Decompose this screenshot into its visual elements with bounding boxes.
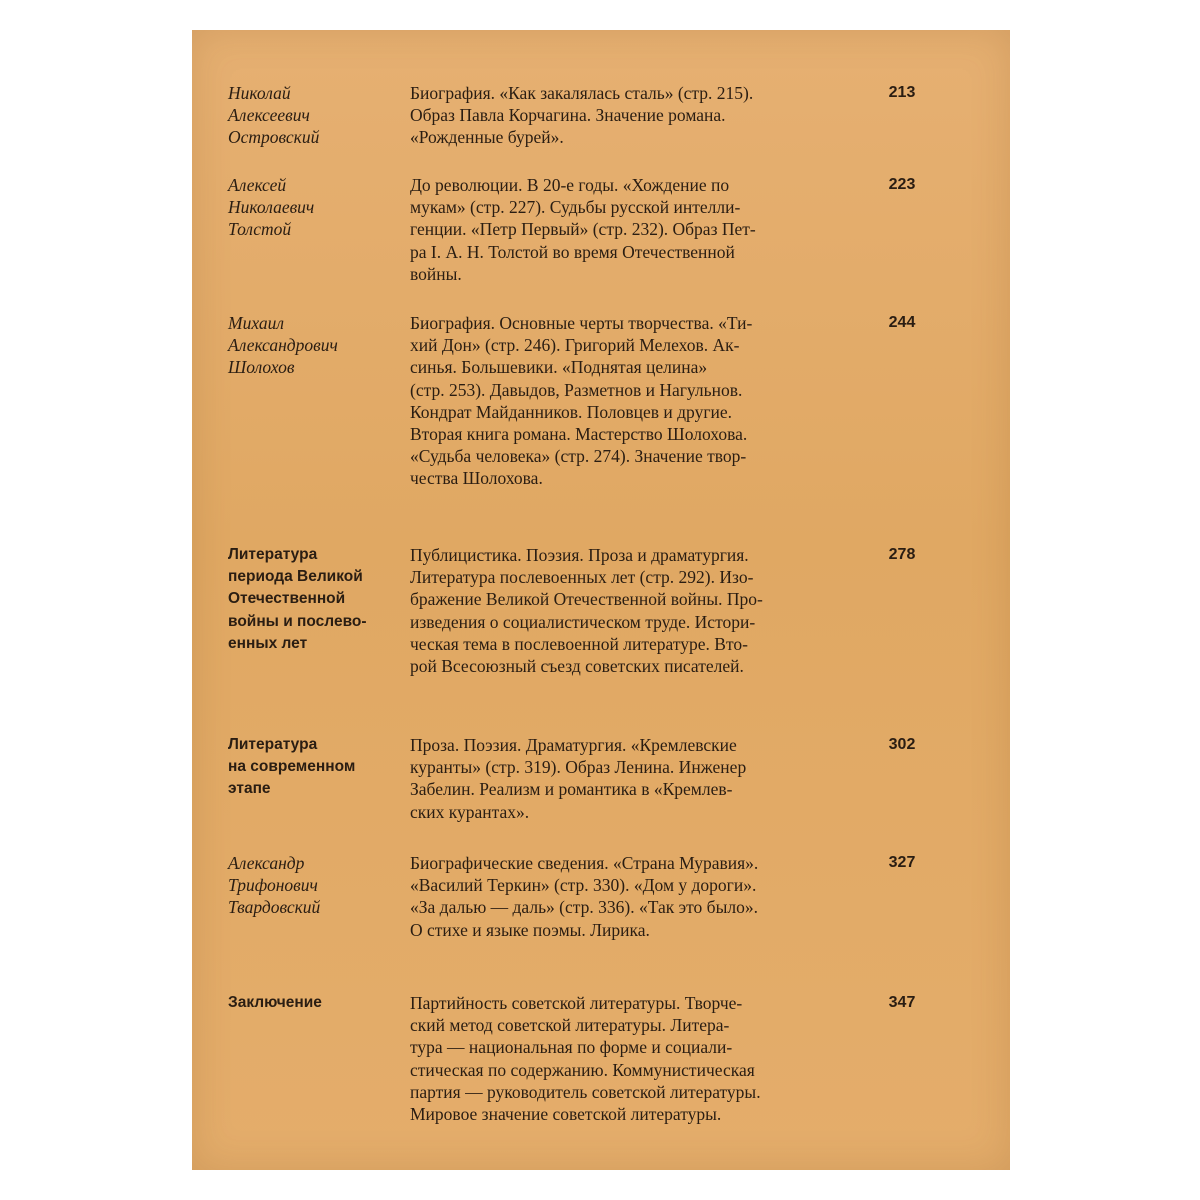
- entry-description: Биография. Основные черты творчества. «Ти- хий Дон» (стр. 246). Григорий Мелехов. Ак- синья. Большевики. «Поднятая целина» (стр. 253). Давыдов, Разметнов и Нагульнов. Кондрат Майданников. Половцев и другие. Вторая книга романа. Мастерство Шолохова. «Судьба человека» (стр. 274). Значение твор- чества Шолохова.: [410, 313, 753, 489]
- entry-description: Публицистика. Поэзия. Проза и драматургия. Литература послевоенных лет (стр. 292). Изо- бражение Великой Отечественной войны. Про- изведения о социалистическом труде. Истори- ческая тема в послевоенной литературе. Вто- рой Всесоюзный съезд советских писателей.: [410, 545, 763, 677]
- section-heading: Заключение: [228, 994, 322, 1011]
- section-heading: Литература на современном этапе: [228, 736, 356, 798]
- author-name: Михаил Александрович Шолохов: [228, 313, 338, 378]
- section-heading: Литература периода Великой Отечественной войны и послево- енных лет: [228, 546, 367, 652]
- author-name: Николай Алексеевич Островский: [228, 83, 320, 148]
- page-number: 223: [888, 176, 916, 193]
- page-number: 327: [888, 854, 916, 871]
- entry-description: Партийность советской литературы. Творче- ский метод советской литературы. Литера- тура — национальная по форме и социали- стическая по содержанию. Коммунистическая партия — руководитель советской литературы. Мировое значение советской литературы.: [410, 993, 761, 1125]
- page-number: 244: [888, 314, 916, 331]
- page-number: 302: [888, 736, 916, 753]
- author-name: Алексей Николаевич Толстой: [228, 175, 315, 240]
- entry-description: Проза. Поэзия. Драматургия. «Кремлевские куранты» (стр. 319). Образ Ленина. Инженер Забелин. Реализм и романтика в «Кремлев- ских курантах».: [410, 735, 747, 822]
- book-page: [192, 30, 1010, 1170]
- entry-description: Биографические сведения. «Страна Муравия». «Василий Теркин» (стр. 330). «Дом у дороги». «За далью — даль» (стр. 336). «Так это было». О стихе и языке поэмы. Лирика.: [410, 853, 759, 940]
- author-name: Александр Трифонович Твардовский: [228, 853, 321, 918]
- entry-description: До революции. В 20-е годы. «Хождение по мукам» (стр. 227). Судьбы русской интелли- генции. «Петр Первый» (стр. 232). Образ Пет- ра I. А. Н. Толстой во время Отечественной войны.: [410, 175, 756, 284]
- entry-description: Биография. «Как закалялась сталь» (стр. 215). Образ Павла Корчагина. Значение романа. «Рожденные бурей».: [410, 83, 754, 148]
- page-number: 213: [888, 84, 916, 101]
- page-number: 278: [888, 546, 916, 563]
- page-number: 347: [888, 994, 916, 1011]
